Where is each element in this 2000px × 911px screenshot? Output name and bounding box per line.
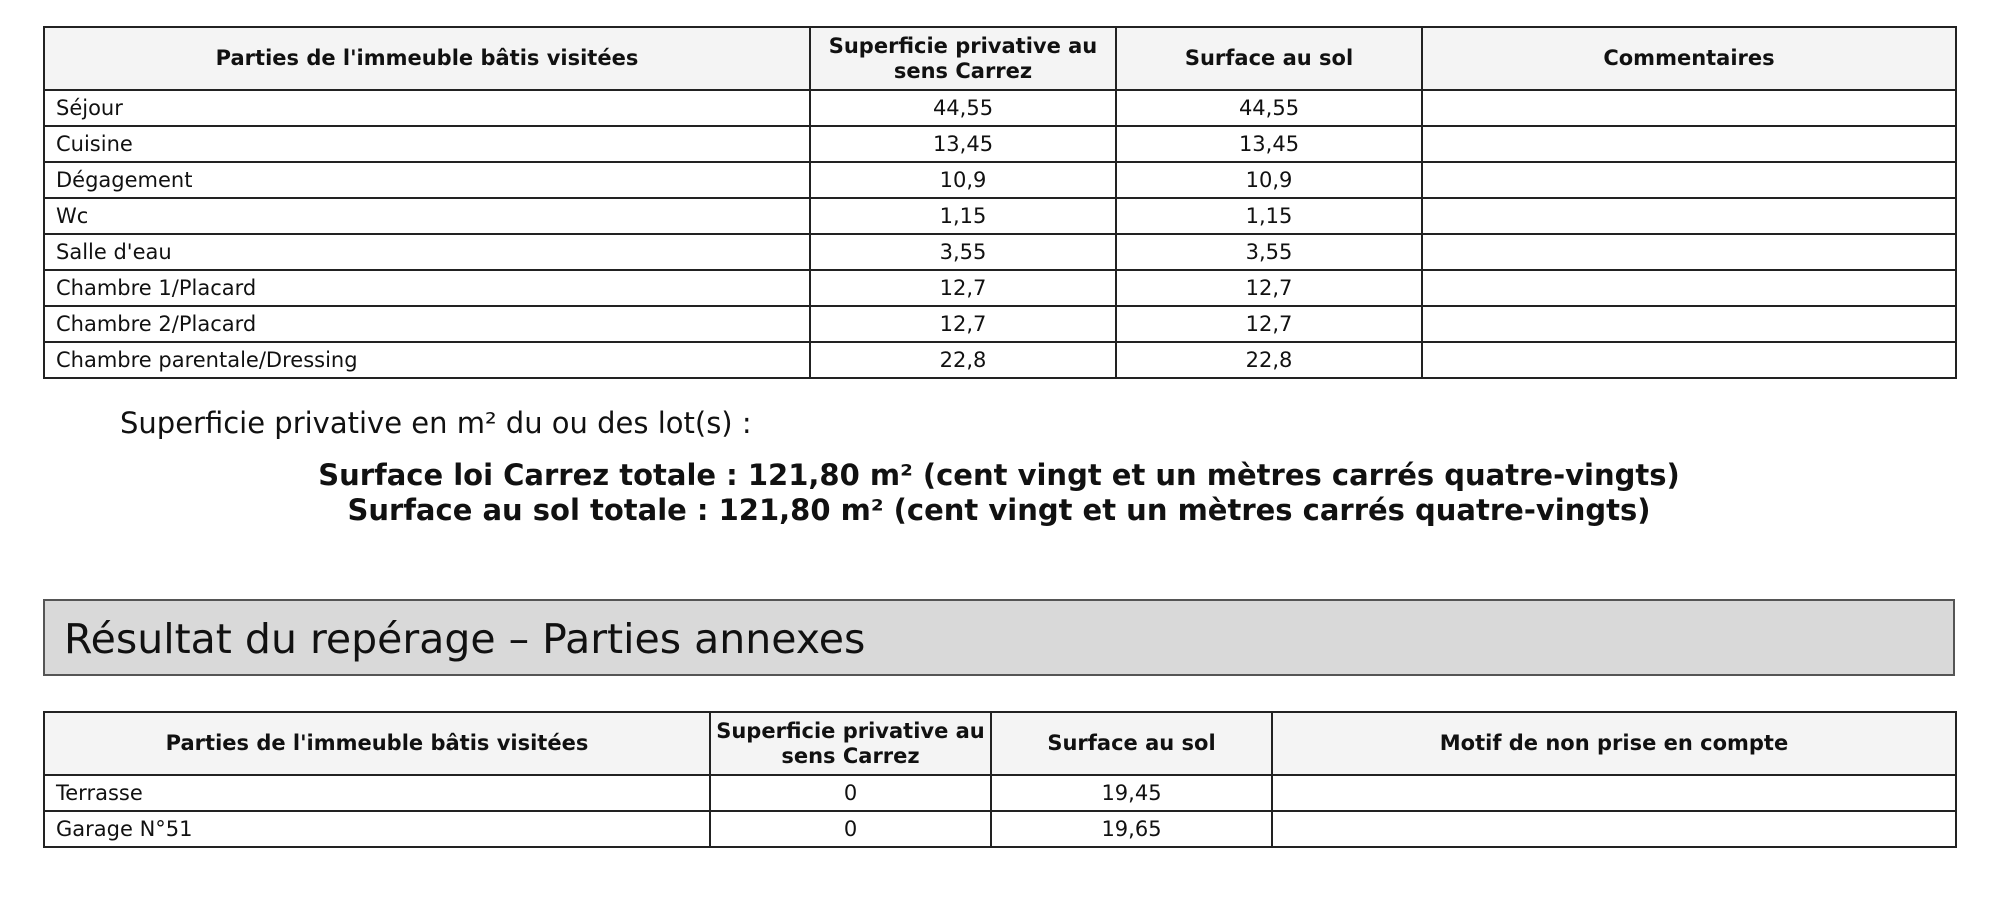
cell-carrez: 13,45 [810, 126, 1116, 162]
cell-sol: 1,15 [1116, 198, 1422, 234]
carrez-total: Surface loi Carrez totale : 121,80 m² (cent vingt et un mètres carrés quatre-vingts) [318, 458, 1680, 492]
cell-sol: 10,9 [1116, 162, 1422, 198]
cell-commentaire [1422, 234, 1956, 270]
cell-carrez: 44,55 [810, 90, 1116, 126]
cell-carrez: 3,55 [810, 234, 1116, 270]
cell-sol: 12,7 [1116, 270, 1422, 306]
cell-commentaire [1422, 126, 1956, 162]
cell-sol: 19,45 [991, 775, 1272, 811]
cell-carrez: 1,15 [810, 198, 1116, 234]
table-header-row [44, 27, 1956, 90]
cell-commentaire [1422, 306, 1956, 342]
cell-commentaire [1422, 342, 1956, 378]
header-parties: Parties de l'immeuble bâtis visitées [44, 712, 710, 775]
header-surface-sol: Surface au sol [991, 712, 1272, 775]
cell-sol: 3,55 [1116, 234, 1422, 270]
cell-partie: Salle d'eau [44, 234, 810, 270]
cell-partie: Cuisine [44, 126, 810, 162]
cell-carrez: 0 [710, 775, 991, 811]
cell-partie: Terrasse [44, 775, 710, 811]
cell-partie: Garage N°51 [44, 811, 710, 847]
header-motif: Motif de non prise en compte [1272, 712, 1956, 775]
header-parties: Parties de l'immeuble bâtis visitées [44, 27, 810, 90]
cell-commentaire [1422, 270, 1956, 306]
table-row [44, 306, 1956, 342]
table-row [44, 198, 1956, 234]
table-row [44, 126, 1956, 162]
cell-carrez: 22,8 [810, 342, 1116, 378]
cell-sol: 44,55 [1116, 90, 1422, 126]
header-surface-sol: Surface au sol [1116, 27, 1422, 90]
cell-sol: 13,45 [1116, 126, 1422, 162]
table-row [44, 775, 1956, 811]
header-commentaires: Commentaires [1422, 27, 1956, 90]
totals-block [43, 458, 1955, 528]
cell-partie: Chambre 1/Placard [44, 270, 810, 306]
table-row [44, 90, 1956, 126]
cell-motif [1272, 775, 1956, 811]
table-row [44, 811, 1956, 847]
cell-carrez: 12,7 [810, 306, 1116, 342]
table-header-row [44, 712, 1956, 775]
annex-table [43, 711, 1957, 848]
table-row [44, 234, 1956, 270]
cell-commentaire [1422, 162, 1956, 198]
cell-partie: Séjour [44, 90, 810, 126]
section-title: Résultat du repérage – Parties annexes [64, 615, 866, 663]
table-row [44, 342, 1956, 378]
cell-sol: 22,8 [1116, 342, 1422, 378]
header-carrez: Superficie privative au sens Carrez [810, 27, 1116, 90]
cell-commentaire [1422, 90, 1956, 126]
table-row [44, 162, 1956, 198]
cell-carrez: 0 [710, 811, 991, 847]
cell-carrez: 12,7 [810, 270, 1116, 306]
section-header-annexes [43, 599, 1955, 676]
cell-sol: 19,65 [991, 811, 1272, 847]
surface-table [43, 26, 1957, 379]
cell-partie: Dégagement [44, 162, 810, 198]
cell-partie: Chambre 2/Placard [44, 306, 810, 342]
cell-partie: Wc [44, 198, 810, 234]
cell-partie: Chambre parentale/Dressing [44, 342, 810, 378]
cell-commentaire [1422, 198, 1956, 234]
cell-motif [1272, 811, 1956, 847]
sol-total: Surface au sol totale : 121,80 m² (cent vingt et un mètres carrés quatre-vingts) [347, 493, 1651, 527]
header-carrez: Superficie privative au sens Carrez [710, 712, 991, 775]
summary-label: Superficie privative en m² du ou des lot(s) : [120, 406, 752, 440]
cell-carrez: 10,9 [810, 162, 1116, 198]
cell-sol: 12,7 [1116, 306, 1422, 342]
table-row [44, 270, 1956, 306]
